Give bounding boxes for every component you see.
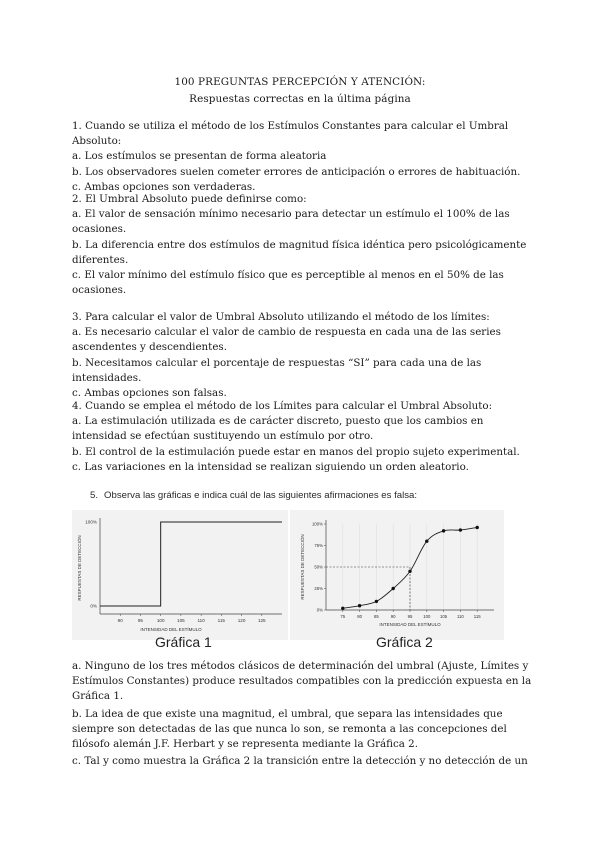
question-1 xyxy=(72,119,532,195)
option-c: c. El valor mínimo del estímulo físico que es perceptible al menos en el 50% de las ocasiones. xyxy=(72,269,504,297)
title-line-1: 100 PREGUNTAS PERCEPCIÓN Y ATENCIÓN: xyxy=(174,76,426,88)
figure-2-caption: Gráfica 2 xyxy=(376,634,433,650)
y-tick-label: 100% xyxy=(85,519,97,525)
figure-2 xyxy=(290,510,504,640)
y-axis-label: RESPUESTAS DE DETECCIÓN xyxy=(300,534,305,600)
x-tick-label: 115 xyxy=(217,618,225,623)
y-tick-label: 25% xyxy=(314,586,323,591)
x-tick-label: 85 xyxy=(374,614,379,619)
data-point xyxy=(375,600,378,603)
option-b: b. La diferencia entre dos estímulos de magnitud física idéntica pero psicológicamente diferentes. xyxy=(72,238,527,266)
data-point xyxy=(459,528,462,531)
chart-grafica-2 xyxy=(290,510,504,640)
data-point xyxy=(476,526,479,529)
y-tick-label: 0% xyxy=(316,607,323,613)
option-b: b. El control de la estimulación puede estar en manos del propio sujeto experimental. xyxy=(72,445,520,458)
option-c: c. Ambas opciones son falsas. xyxy=(72,387,227,400)
title-line-2: Respuestas correctas en la última página xyxy=(189,93,411,105)
x-tick-label: 90 xyxy=(117,618,123,623)
data-point xyxy=(358,604,361,607)
x-tick-label: 120 xyxy=(237,618,246,623)
y-tick-label: 0% xyxy=(90,603,97,609)
x-tick-label: 125 xyxy=(257,618,266,623)
x-tick-label: 110 xyxy=(197,618,205,623)
x-axis-label: INTENSIDAD DEL ESTÍMULO xyxy=(379,622,441,627)
option-a: a. El valor de sensación mínimo necesario para detectar un estímulo el 100% de las ocasiones. xyxy=(72,208,510,236)
question-2 xyxy=(72,192,532,298)
x-tick-label: 105 xyxy=(440,614,448,619)
x-tick-label: 95 xyxy=(407,614,413,619)
option-b: b. Necesitamos calcular el porcentaje de respuestas “SI” para cada una de las intensidades. xyxy=(72,356,482,384)
data-point xyxy=(392,587,395,590)
y-tick-label: 100% xyxy=(312,521,323,527)
x-tick-label: 95 xyxy=(137,618,144,623)
x-tick-label: 115 xyxy=(473,614,481,619)
document-title xyxy=(0,74,600,108)
x-axis-label: INTENSIDAD DEL ESTÍMULO xyxy=(140,627,202,632)
data-point xyxy=(408,570,411,573)
x-tick-label: 75 xyxy=(340,614,346,619)
x-tick-label: 100 xyxy=(156,618,165,623)
figure-1 xyxy=(72,510,288,640)
x-tick-label: 100 xyxy=(423,614,431,619)
figure-1-caption: Gráfica 1 xyxy=(155,634,212,650)
option-a: a. Es necesario calcular el valor de cambio de respuesta en cada una de las series ascendentes y descendientes. xyxy=(72,326,501,354)
question-3 xyxy=(72,310,532,401)
data-point xyxy=(425,540,428,543)
question-stem: 4. Cuando se emplea el método de los Límites para calcular el Umbral Absoluto: xyxy=(72,400,493,412)
series-line xyxy=(100,522,282,606)
x-tick-label: 80 xyxy=(357,614,362,619)
question-stem: 2. El Umbral Absoluto puede definirse como: xyxy=(72,193,307,205)
question-4 xyxy=(72,399,532,475)
chart-grafica-1 xyxy=(72,510,288,640)
option-c: c. Tal y como muestra la Gráfica 2 la transición entre la detección y no detección de un xyxy=(72,755,528,768)
question-text: Observa las gráficas e indica cuál de las siguientes afirmaciones es falsa: xyxy=(104,490,418,501)
y-tick-label: 75% xyxy=(314,543,323,548)
y-tick-label: 50% xyxy=(314,564,323,570)
y-axis-label: RESPUESTAS DE DETECCIÓN xyxy=(77,535,82,601)
option-a: a. La estimulación utilizada es de carácter discreto, puesto que los cambios en intensidad se efectúan sustituyendo un estímulo por otro. xyxy=(72,415,484,443)
x-tick-label: 110 xyxy=(456,614,464,619)
question-5-options xyxy=(72,659,532,771)
question-5-stem xyxy=(90,490,423,501)
option-b: b. La idea de que existe una magnitud, el umbral, que separa las intensidades que siempre son detectadas de las que nunca lo son, se remonta a las concepciones del filósofo alemán J.F. Herbart y se representa mediante la Gráfica 2. xyxy=(72,707,507,751)
option-c: c. Las variaciones en la intensidad se realizan siguiendo un orden aleatorio. xyxy=(72,460,469,473)
option-a: a. Los estímulos se presentan de forma aleatoria xyxy=(72,150,327,163)
option-a: a. Ninguno de los tres métodos clásicos de determinación del umbral (Ajuste, Límites y Estímulos Constantes) produce resultados compatibles con la predicción expuesta en la Gráfica 1. xyxy=(72,660,532,703)
option-c: c. Ambas opciones son verdaderas. xyxy=(72,180,256,193)
data-point xyxy=(341,607,344,610)
question-number: 5. xyxy=(90,490,99,501)
question-stem: 3. Para calcular el valor de Umbral Absoluto utilizando el método de los límites: xyxy=(72,311,490,323)
option-b: b. Los observadores suelen cometer errores de anticipación o errores de habituación. xyxy=(72,165,521,178)
x-tick-label: 90 xyxy=(390,614,396,619)
x-tick-label: 105 xyxy=(177,618,185,623)
data-point xyxy=(442,529,445,532)
question-stem: 1. Cuando se utiliza el método de los Estímulos Constantes para calcular el Umbral Absoluto: xyxy=(72,120,509,148)
